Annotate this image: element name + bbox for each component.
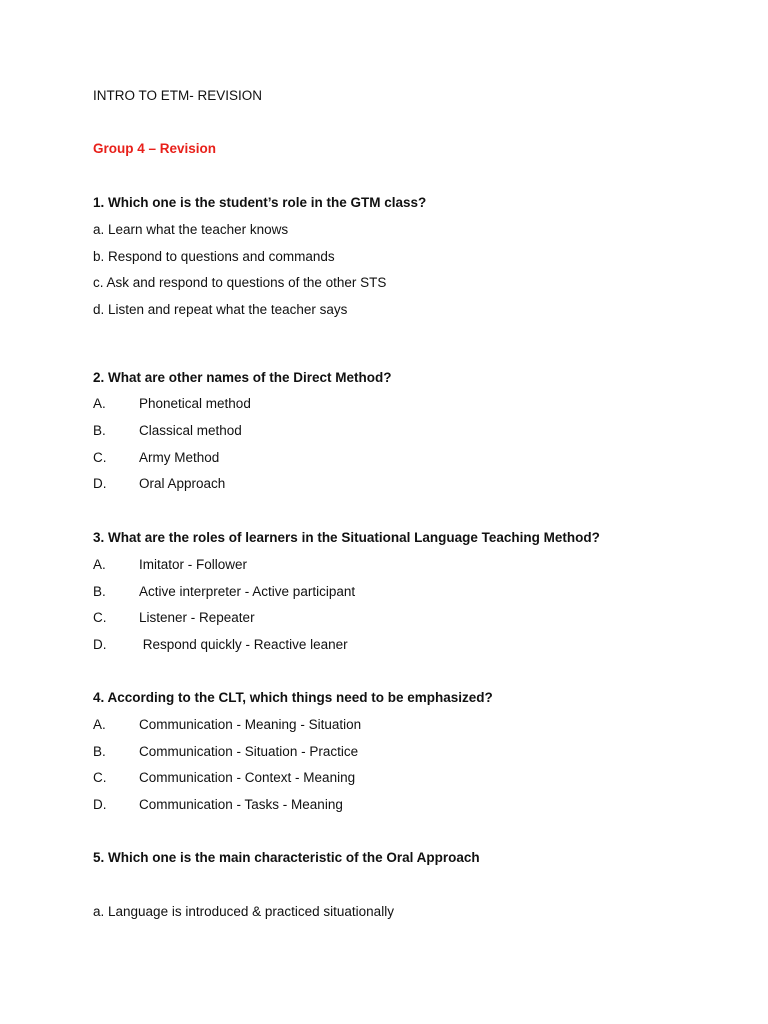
option-letter: C.	[93, 610, 107, 625]
q2-option-c	[93, 449, 219, 467]
option-letter: B.	[93, 584, 106, 599]
q5-option-a: a. Language is introduced & practiced situationally	[93, 904, 394, 919]
option-text: Imitator - Follower	[139, 557, 248, 572]
option-text: Communication - Situation - Practice	[139, 744, 359, 759]
option-letter: C.	[93, 770, 107, 785]
q4-option-d	[93, 796, 343, 814]
option-letter: D.	[93, 797, 107, 812]
question-1: 1. Which one is the student’s role in the GTM class?	[93, 195, 427, 210]
option-text: Communication - Meaning - Situation	[139, 717, 362, 732]
q2-option-b	[93, 422, 242, 440]
q2-option-a	[93, 395, 251, 413]
option-text: Phonetical method	[139, 396, 251, 411]
q2-option-d	[93, 475, 225, 493]
option-text: Active interpreter - Active participant	[139, 584, 356, 599]
q1-option-c: c. Ask and respond to questions of the other STS	[93, 275, 387, 290]
option-letter: C.	[93, 450, 107, 465]
option-text: Respond quickly - Reactive leaner	[139, 637, 348, 652]
question-5: 5. Which one is the main characteristic of the Oral Approach	[93, 850, 480, 865]
group-heading: Group 4 – Revision	[93, 141, 217, 156]
option-letter: A.	[93, 717, 106, 732]
question-4: 4. According to the CLT, which things need to be emphasized?	[93, 690, 493, 705]
option-text: Listener - Repeater	[139, 610, 255, 625]
option-letter: B.	[93, 423, 106, 438]
q4-option-c	[93, 769, 355, 787]
option-letter: B.	[93, 744, 106, 759]
question-3: 3. What are the roles of learners in the Situational Language Teaching Method?	[93, 530, 600, 545]
option-letter: A.	[93, 396, 106, 411]
option-letter: D.	[93, 476, 107, 491]
q4-option-b	[93, 743, 358, 761]
option-text: Communication - Tasks - Meaning	[139, 797, 343, 812]
option-text: Army Method	[139, 450, 220, 465]
q1-option-a: a. Learn what the teacher knows	[93, 222, 289, 237]
q3-option-a	[93, 556, 247, 574]
q3-option-b	[93, 583, 355, 601]
option-text: Communication - Context - Meaning	[139, 770, 356, 785]
question-2: 2. What are other names of the Direct Method?	[93, 370, 392, 385]
option-text: Classical method	[139, 423, 242, 438]
option-letter: A.	[93, 557, 106, 572]
option-text: Oral Approach	[139, 476, 226, 491]
q1-option-b: b. Respond to questions and commands	[93, 249, 335, 264]
q3-option-d	[93, 636, 348, 654]
q4-option-a	[93, 716, 361, 734]
q3-option-c	[93, 609, 255, 627]
document-title: INTRO TO ETM- REVISION	[93, 88, 263, 103]
option-letter: D.	[93, 637, 107, 652]
q1-option-d: d. Listen and repeat what the teacher says	[93, 302, 348, 317]
